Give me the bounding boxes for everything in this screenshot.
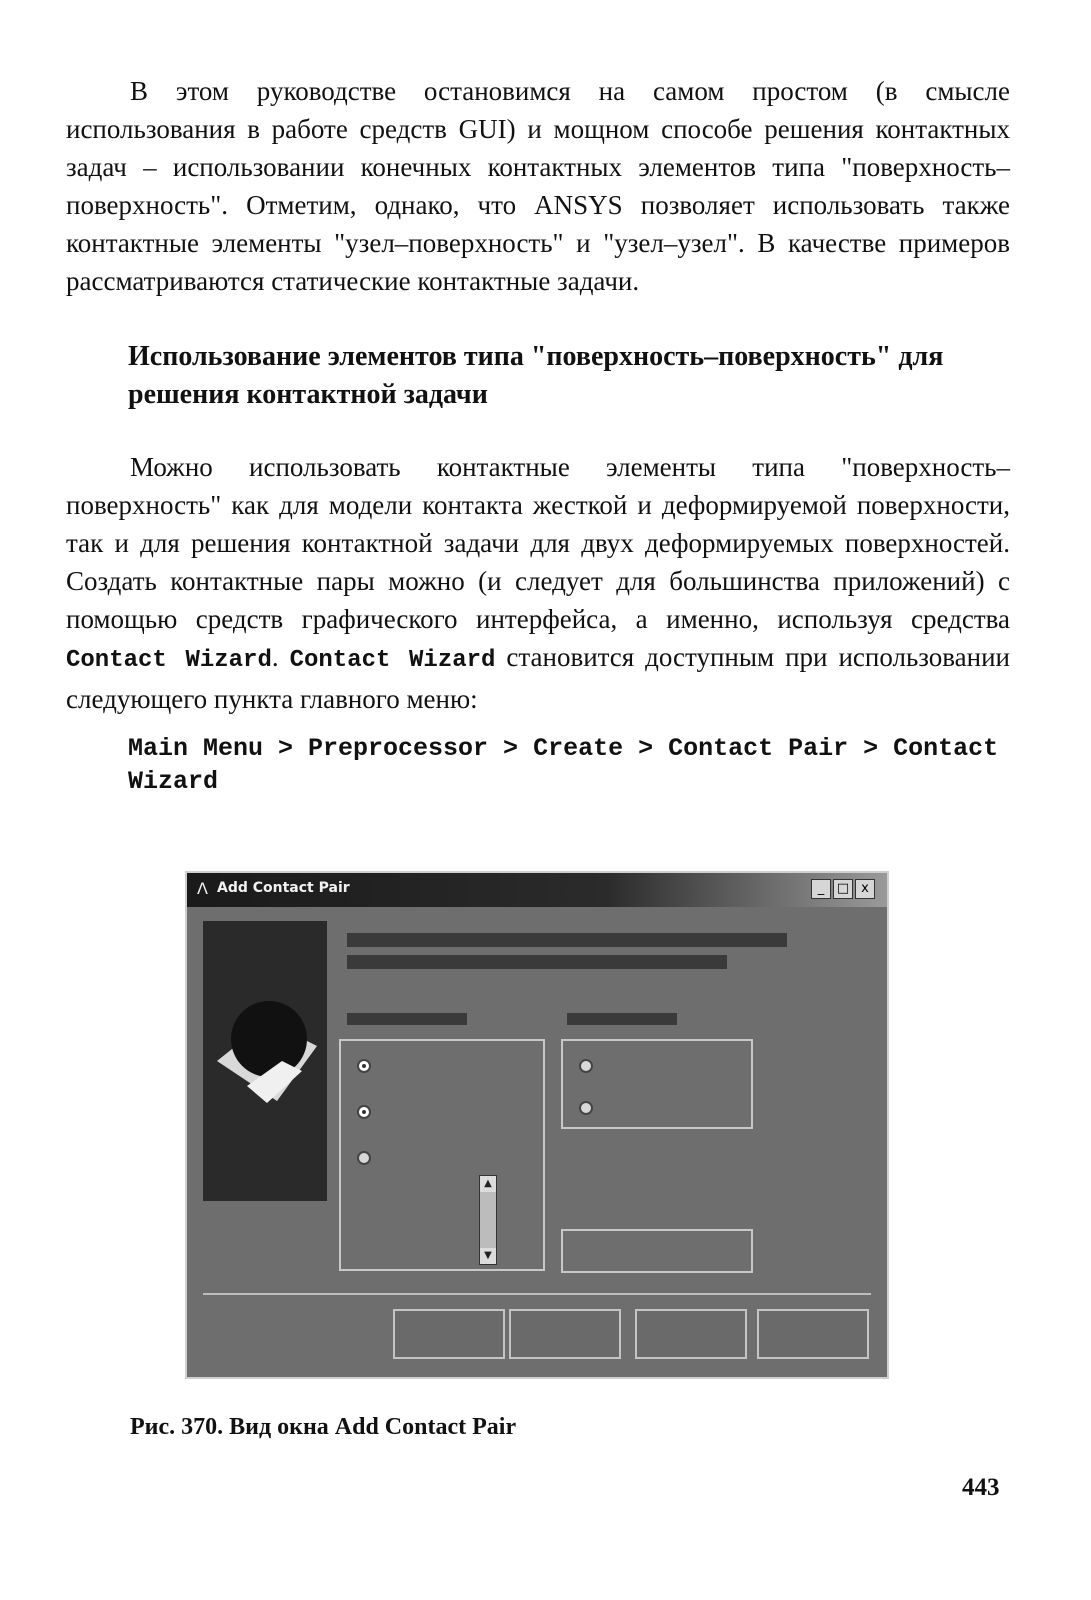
contact-shape-icon bbox=[207, 991, 325, 1109]
scroll-down-icon[interactable]: ▼ bbox=[480, 1248, 496, 1264]
add-contact-pair-screenshot bbox=[185, 871, 889, 1379]
window-titlebar bbox=[187, 873, 887, 907]
wizard-side-image bbox=[203, 921, 327, 1201]
next-button[interactable] bbox=[509, 1309, 621, 1359]
body-paragraph bbox=[66, 448, 1010, 718]
target-surface-label-blur bbox=[347, 1013, 467, 1025]
dialog-separator bbox=[203, 1293, 871, 1295]
minimize-button[interactable]: _ bbox=[811, 879, 831, 899]
body-text-1: Можно использовать контактные элементы типа "поверхность–поверхность" как для модели контакта жесткой и деформируемой поверхности, так и для решения контактной задачи для двух деформируемых поверхностей. Создать контактные пары можно (и следует для большинства приложений) с помощью средств графического интерфейса, а именно, используя средства bbox=[66, 452, 1010, 634]
body-text-2: . bbox=[271, 642, 290, 672]
back-button[interactable] bbox=[393, 1309, 505, 1359]
body-text-3: становится доступным при использовании следующего пункта главного меню: bbox=[66, 642, 1010, 714]
scroll-up-icon[interactable]: ▲ bbox=[480, 1176, 496, 1192]
target-type-radio-1[interactable] bbox=[579, 1059, 593, 1073]
code-contact-wizard-1: Contact Wizard bbox=[66, 647, 272, 674]
description-text-blur bbox=[347, 933, 787, 947]
window-title: Add Contact Pair bbox=[217, 880, 350, 896]
target-surface-radio-1[interactable] bbox=[357, 1059, 371, 1073]
description-text-blur bbox=[347, 955, 727, 969]
page-number: 443 bbox=[962, 1474, 1000, 1501]
figure-caption: Рис. 370. Вид окна Add Contact Pair bbox=[130, 1414, 517, 1440]
code-contact-wizard-2: Contact Wizard bbox=[289, 647, 496, 674]
maximize-button[interactable]: □ bbox=[833, 879, 853, 899]
close-button[interactable]: x bbox=[855, 879, 875, 899]
help-button[interactable] bbox=[757, 1309, 869, 1359]
cancel-button[interactable] bbox=[635, 1309, 747, 1359]
target-surface-radio-3[interactable] bbox=[357, 1151, 371, 1165]
target-type-label-blur bbox=[567, 1013, 677, 1025]
page-body bbox=[66, 72, 1010, 798]
menu-path: Main Menu > Preprocessor > Create > Contact Pair > Contact Wizard bbox=[128, 734, 999, 796]
area-list-scrollbar[interactable] bbox=[479, 1175, 497, 1265]
target-type-group bbox=[561, 1039, 753, 1129]
target-surface-radio-2[interactable] bbox=[357, 1105, 371, 1119]
pick-target-button[interactable] bbox=[561, 1229, 753, 1273]
section-heading: Использование элементов типа "поверхность–поверхность" для решения контактной задачи bbox=[128, 341, 944, 410]
ansys-logo-icon: Λ bbox=[197, 879, 208, 898]
intro-paragraph: В этом руководстве остановимся на самом простом (в смысле использования в работе средств GUI) и мощном способе решения контактных задач – использовании конечных контактных элементов типа "поверхность–поверхность". Отметим, однако, что ANSYS позволяет использовать также контактные элементы "узел–поверхность" и "узел–узел". В качестве примеров рассматриваются статические контактные задачи. bbox=[66, 76, 1010, 296]
target-type-radio-2[interactable] bbox=[579, 1101, 593, 1115]
